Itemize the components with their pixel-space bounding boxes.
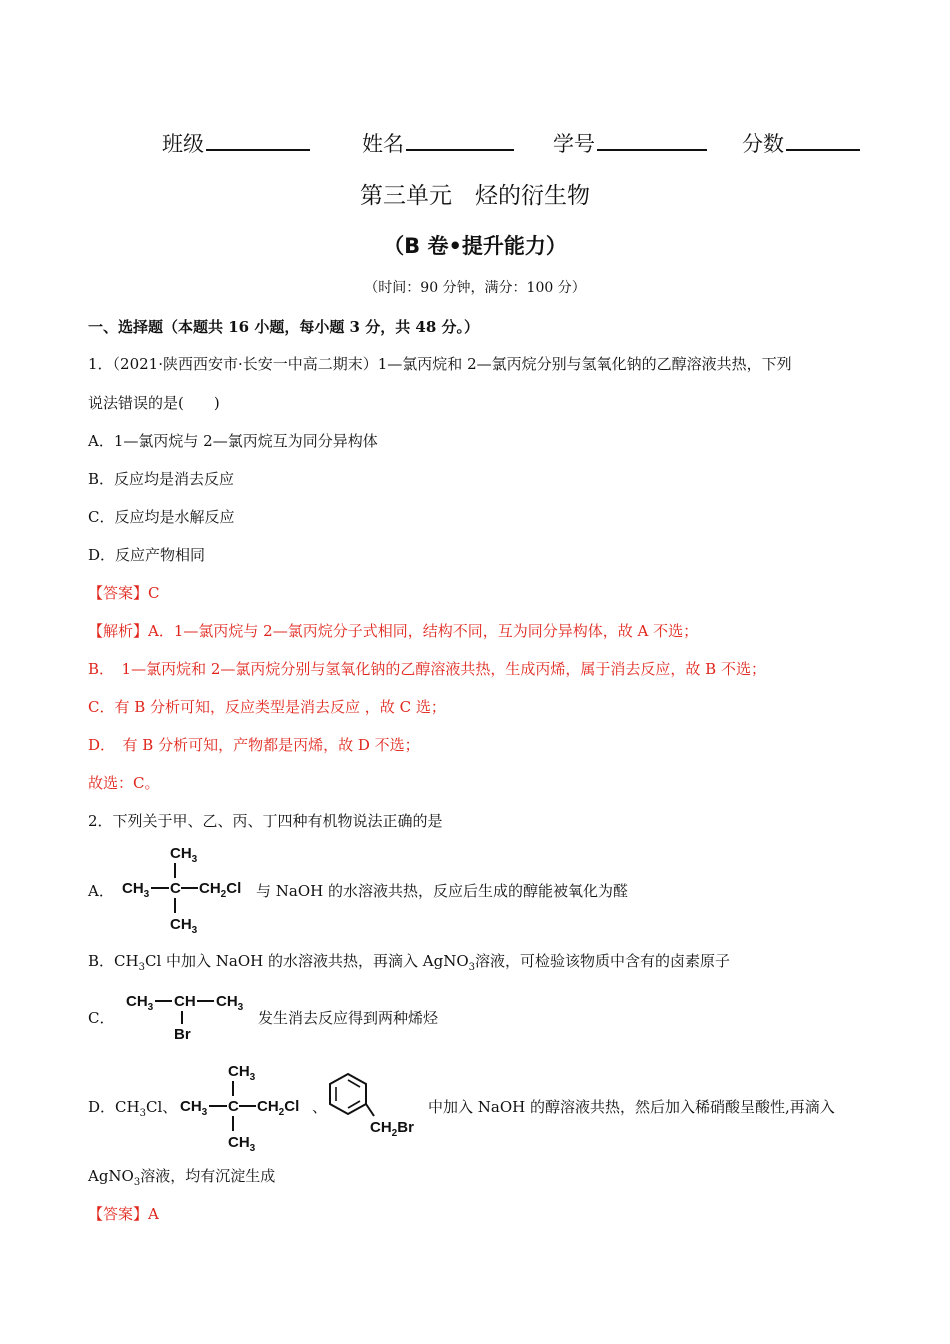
q1-conclusion: 故选：C。 — [88, 774, 160, 792]
q2-answer-tag: 【答案】 — [88, 1205, 149, 1223]
score-label: 分数 — [742, 132, 784, 156]
section-heading: 一、选择题（本题共 16 小题，每小题 3 分，共 48 分。） — [88, 318, 480, 336]
q2-option-a-label: A． — [88, 882, 114, 900]
q2-answer-value: A — [148, 1205, 159, 1223]
q2-option-d-prefix: D．$CH_3Cl$、 — [88, 1098, 178, 1119]
q2-structure-c — [124, 988, 252, 1044]
q2-stem: 2．下列关于甲、乙、丙、丁四种有机物说法正确的是 — [88, 812, 443, 830]
chem-c-right: $CH_3$ — [216, 993, 244, 1013]
q2-option-d-separator: 、 — [312, 1098, 328, 1116]
page-subtitle: （B 卷•提升能力） — [383, 234, 567, 258]
exam-info: （时间：90 分钟，满分：100 分） — [364, 280, 586, 296]
name-field[interactable] — [362, 128, 514, 158]
q2-structure-d1 — [176, 1058, 310, 1152]
chem-d1-right: $CH_2Cl$ — [257, 1098, 300, 1118]
chem-c-bottom: Br — [174, 1026, 191, 1043]
chem-d1-left: $CH_3$ — [180, 1098, 208, 1118]
q1-option-a: A．1—氯丙烷与 2—氯丙烷互为同分异构体 — [88, 432, 378, 450]
q2-option-c-text: 发生消去反应得到两种烯烃 — [258, 1009, 439, 1027]
q2-option-b: B．$CH_3Cl$ 中加入 NaOH 的水溶液共热，再滴入 AgNO$_3$溶液，可检验该物质中含有的卤素原子 — [88, 952, 731, 973]
score-blank[interactable] — [786, 129, 860, 151]
q2-answer — [88, 1203, 159, 1224]
q1-answer-value: C — [148, 584, 160, 602]
chem-a-center: C — [170, 880, 181, 897]
chem-a-top: $CH_3$ — [170, 845, 198, 865]
chem-d1-top: $CH_3$ — [228, 1063, 256, 1083]
id-blank[interactable] — [597, 129, 707, 151]
q2-option-d-text: 中加入 NaOH 的醇溶液共热，然后加入稀硝酸呈酸性,再滴入 — [428, 1098, 835, 1116]
q1-option-b: B．反应均是消去反应 — [88, 470, 235, 488]
q2-option-a-text: 与 NaOH 的水溶液共热，反应后生成的醇能被氧化为醛 — [256, 882, 628, 900]
chem-c-left: $CH_3$ — [126, 993, 154, 1013]
q1-option-d: D．反应产物相同 — [88, 546, 206, 564]
chem-c-center: CH — [174, 993, 196, 1010]
page-title: 第三单元 烃的衍生物 — [360, 183, 590, 209]
q1-stem-line1: 1．（2021·陕西西安市·长安一中高二期末）1—氯丙烷和 2—氯丙烷分别与氢氧化钠的乙醇溶液共热，下列 — [88, 355, 792, 373]
chem-a-right: $CH_2Cl$ — [199, 880, 242, 900]
id-field[interactable] — [553, 128, 707, 158]
q1-answer-tag: 【答案】 — [88, 584, 149, 602]
name-label: 姓名 — [362, 132, 404, 156]
class-label: 班级 — [162, 132, 204, 156]
q1-analysis-d: D． 有 B 分析可知，产物都是丙烯，故 D 不选； — [88, 736, 420, 754]
q1-option-c: C．反应均是水解反应 — [88, 508, 235, 526]
q2-option-d-line2: AgNO$_3$溶液，均有沉淀生成 — [88, 1167, 276, 1188]
q2-option-c-label: C． — [88, 1009, 115, 1027]
q1-analysis-c: C．有 B 分析可知，反应类型是消去反应 ，故 C 选； — [88, 698, 446, 716]
class-field[interactable] — [162, 128, 310, 158]
q2-structure-d2 — [326, 1070, 426, 1140]
id-label: 学号 — [553, 132, 595, 156]
chem-a-bottom: $CH_3$ — [170, 916, 198, 934]
class-blank[interactable] — [206, 129, 310, 151]
q1-answer — [88, 582, 160, 603]
q1-analysis-tag: 【解析】 — [88, 622, 149, 640]
q2-structure-a — [118, 840, 250, 934]
score-field[interactable] — [742, 128, 860, 158]
chem-d1-bottom: $CH_3$ — [228, 1134, 256, 1152]
q1-stem-line2: 说法错误的是( ) — [88, 394, 220, 412]
chem-a-left: $CH_3$ — [122, 880, 150, 900]
q1-analysis-b: B． 1—氯丙烷和 2—氯丙烷分别与氢氧化钠的乙醇溶液共热，生成丙烯，属于消去反应，故 B 不选； — [88, 660, 766, 678]
chem-d2-substituent: $CH_2Br$ — [370, 1119, 414, 1139]
chem-d1-center: C — [228, 1098, 239, 1115]
q1-analysis-a-text: A．1—氯丙烷与 2—氯丙烷分子式相同，结构不同，互为同分异构体，故 A 不选； — [148, 622, 699, 640]
name-blank[interactable] — [406, 129, 514, 151]
q1-analysis-a — [88, 620, 698, 641]
